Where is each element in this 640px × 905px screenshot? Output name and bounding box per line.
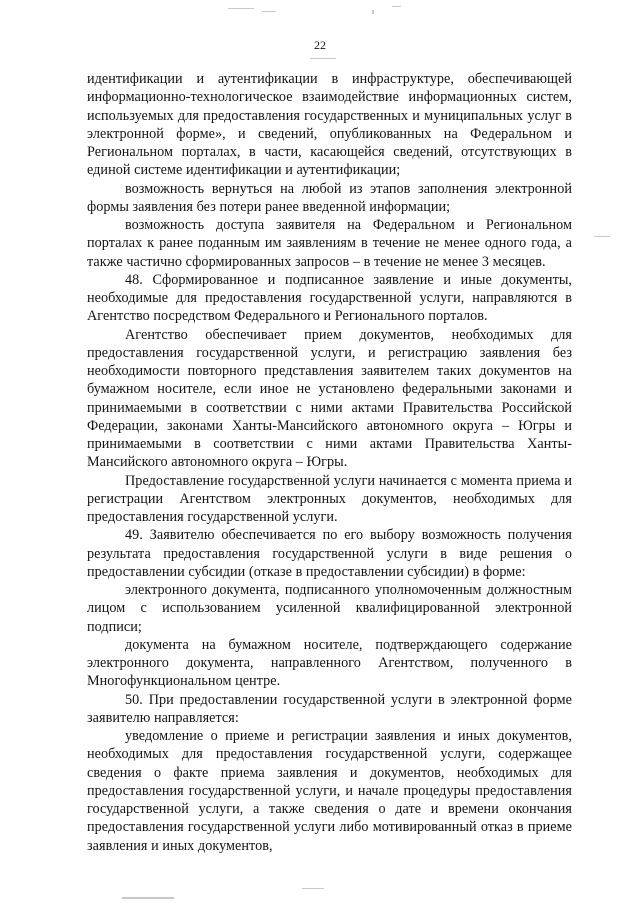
paragraph-clause-48: 48. Сформированное и подписанное заявление и иные документы, необходимые для предоставления государственной услуги, направляются в Агентство посредством Федерального и Регионального порталов. bbox=[87, 271, 572, 325]
scan-speck bbox=[262, 11, 276, 12]
paragraph-electronic-document: электронного документа, подписанного уполномоченным должностным лицом с использованием усиленной квалифицированной электронной подписи; bbox=[87, 582, 572, 635]
paragraph-access-previous-requests: возможность доступа заявителя на Федеральном и Региональном порталах к ранее поданным им заявлениям в течение не менее одного года, а также частично сформированных запросов – в течение не менее 3 месяцев. bbox=[87, 217, 572, 270]
page-body bbox=[87, 70, 572, 855]
paragraph-clause-49: 49. Заявителю обеспечивается по его выбору возможность получения результата предоставления государственной услуги в виде решения о предоставлении субсидии (отказе в предоставлении субсидии) в форме: bbox=[87, 527, 572, 580]
scan-speck bbox=[228, 8, 254, 9]
paragraph-paper-document: документа на бумажном носителе, подтверждающего содержание электронного документа, направленного Агентством, полученного в Многофункциональном центре. bbox=[87, 636, 572, 690]
scan-speck bbox=[122, 897, 174, 899]
scan-speck bbox=[594, 236, 610, 237]
paragraph-notification: уведомление о приеме и регистрации заявления и иных документов, необходимых для предоставления государственной услуги, содержащее сведения о факте приема заявления и документов, необходимых для предоставления государственной услуги, и начале процедуры предоставления государственной услуги, а также сведения о дате и времени окончания предоставления государственной услуги либо мотивированный отказ в приеме заявления и иных документов, bbox=[87, 728, 572, 854]
page-number: 22 bbox=[314, 38, 326, 52]
paragraph-clause-50: 50. При предоставлении государственной услуги в электронной форме заявителю направляется: bbox=[87, 691, 572, 726]
paragraph-return-to-step: возможность вернуться на любой из этапов заполнения электронной формы заявления без потери ранее введенной информации; bbox=[87, 180, 572, 215]
scan-speck bbox=[310, 58, 336, 59]
paragraph-agency-reception: Агентство обеспечивает прием документов, необходимых для предоставления государственной услуги, и регистрацию заявления без необходимости повторного представления заявителем таких документов на бумажном носителе, если иное не установлено федеральными законами и принимаемыми в соответствии с ними актами Правительства Российской Федерации, законами Ханты-Мансийского автономного округа – Югры и принимаемыми в соответствии с ними актами Правительства Ханты-Мансийского автономного округа – Югры. bbox=[87, 326, 572, 471]
paragraph-continuation: идентификации и аутентификации в инфраструктуре, обеспечивающей информационно-технологическое взаимодействие информационных систем, используемых для предоставления государственных и муниципальных услуг в электронной форме», и сведений, опубликованных на Федеральном и Региональном порталах, в части, касающейся сведений, отсутствующих в единой системе идентификации и аутентификации; bbox=[87, 71, 572, 179]
scan-speck bbox=[302, 888, 324, 889]
scan-speck bbox=[392, 6, 401, 7]
scan-speck bbox=[372, 10, 374, 14]
paragraph-service-start: Предоставление государственной услуги начинается с момента приема и регистрации Агентством электронных документов, необходимых для предоставления государственной услуги. bbox=[87, 472, 572, 525]
